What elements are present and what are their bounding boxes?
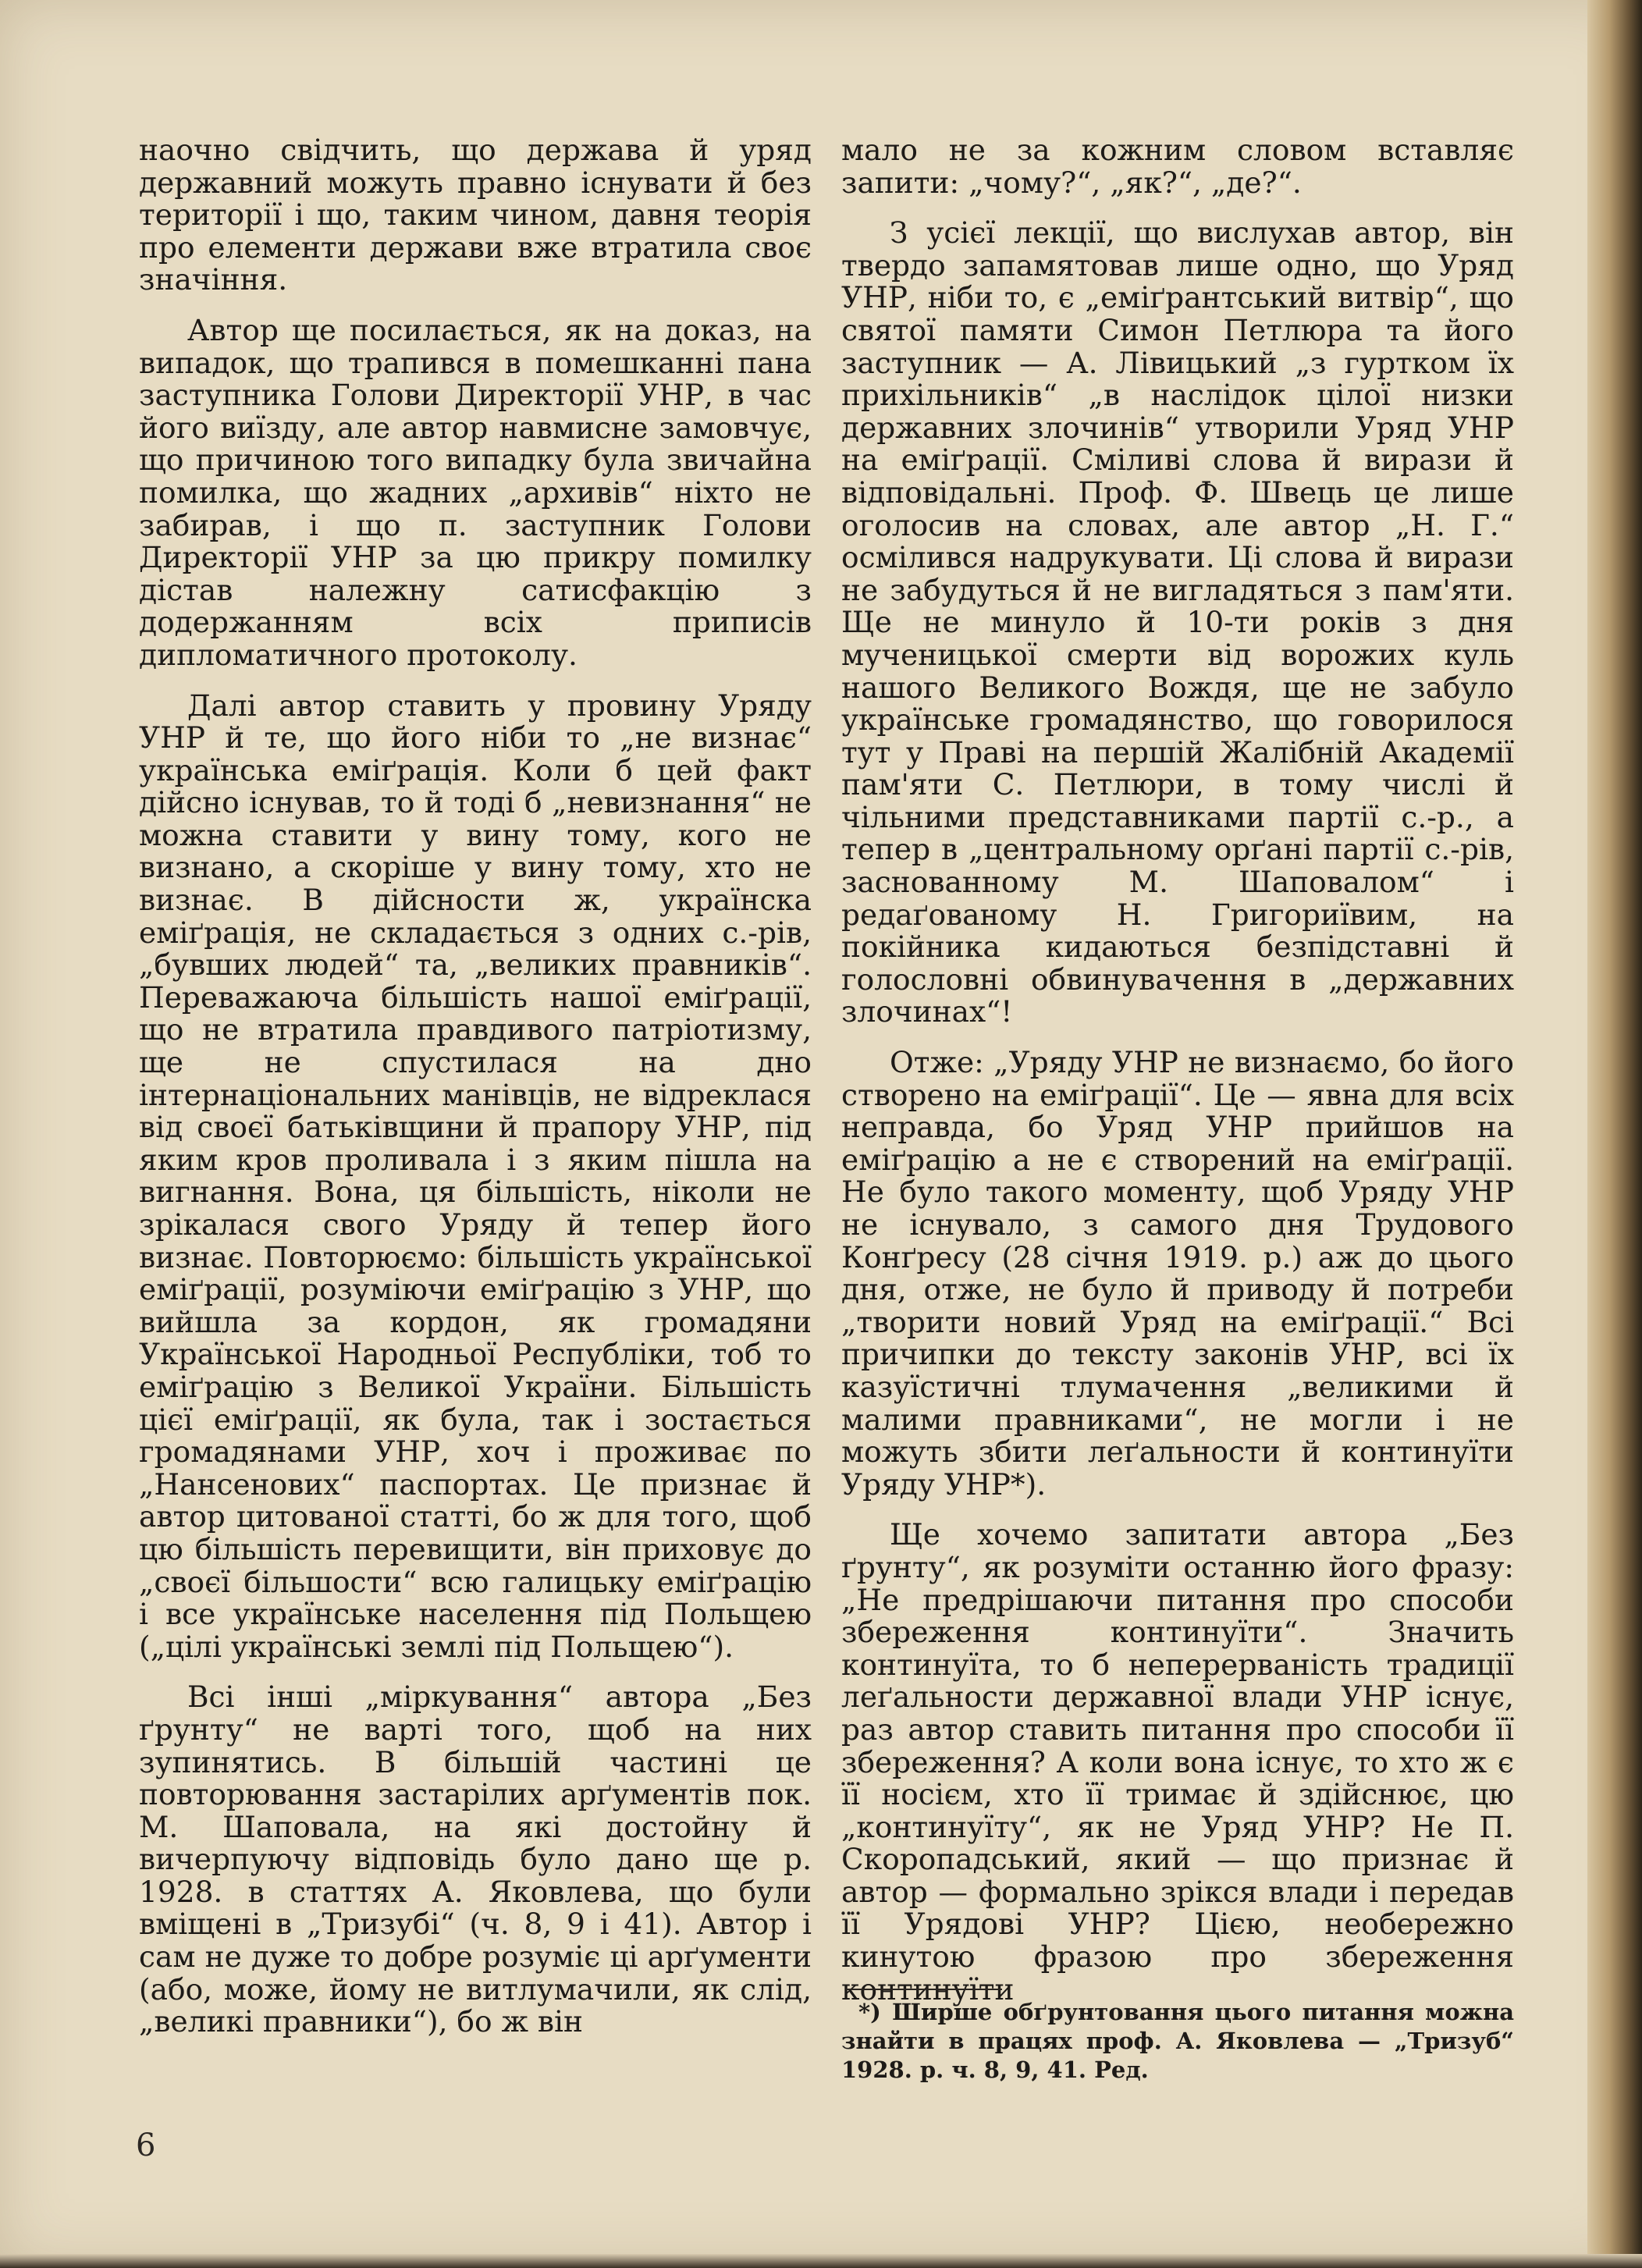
page-bottom-edge [0,2254,1642,2268]
paragraph: Ще хочемо запитати автора „Без ґрунту“, як розуміти останню його фразу: „Не предрішаючи питання про способи збереження континуїти“. Значить континуїта, то б неперерваність традиції леґальности державної влади УНР існує, раз автор ставить питання про способи її збереження? А коли вона існує, то хто ж є її носієм, хто її тримає й здійснює, цю „континуїту“, як не Уряд УНР? Не П. Скоропадський, який — що признає й автор — формально зрікся влади і передав її Урядові УНР? Цією, необережно кинутою фразою про збереження континуїти [841,1517,1514,2007]
page-number: 6 [136,2128,156,2163]
book-spine-shadow [1587,0,1642,2268]
paragraph: мало не за кожним словом вставляє запити: „чому?“, „як?“, „де?“. [841,133,1514,200]
right-text-column [841,134,1514,2006]
paragraph: Всі інші „міркування“ автора „Без ґрунту“ не варті того, щоб на них зупинятись. В більшій частині це повторювання застарілих арґументів пок. М. Шаповала, на які достойну й вичерпуючу відповідь було дано ще р. 1928. в статтях А. Яковлева, що були вміщені в „Тризубі“ (ч. 8, 9 і 41). Автор і сам не дуже то добре розуміє ці арґументи (або, може, йому не витлумачили, як слід, „великі правники“), бо ж він [139,1680,812,2039]
paragraph: наочно свідчить, що держава й уряд державний можуть правно існувати й без території і що, таким чином, давня теорія про елементи держави вже втратила своє значіння. [139,133,812,297]
paragraph: З усієї лекції, що вислухав автор, він твердо запамятовав лише одно, що Уряд УНР, ніби то, є „еміґрантський витвір“, що святої памяти Симон Петлюра та його заступник — А. Лівицький „з гуртком їх прихільників“ „в наслідок цілої низки державних злочинів“ утворили Уряд УНР на еміґрації. Сміливі слова й вирази й відповідальні. Проф. Ф. Швець це лише оголосив на словах, але автор „Н. Г.“ осмілився надрукувати. Ці слова й вирази не забудуться й не вигладяться з пам'яти. Ще не минуло й 10-ти років з дня мученицької смерти від ворожих куль нашого Великого Вождя, ще не забуло українське громадянство, що говорилося тут у Праві на першій Жалібній Академії пам'яти С. Петлюри, в тому числі й чільними представниками партії с.-р., а тепер в „центральному орґані партії с.-рів, заснованному М. Шаповалом“ і редаґованому Н. Григориївим, на покійника кидаються безпідставні й голословні обвинувачення в „державних злочинах“! [841,215,1514,1029]
paragraph: Отже: „Уряду УНР не визнаємо, бо його створено на еміґрації“. Це — явна для всіх неправда, бо Уряд УНР прийшов на еміґрацію а не є створений на еміґрації. Не було такого моменту, щоб Уряду УНР не існувало, з самого дня Трудового Конґресу (28 січня 1919. р.) аж до цього дня, отже, не було й приводу й потреби „творити новий Уряд на еміґрації.“ Всі причипки до тексту законів УНР, всі їх казуїстичні тлумачення „великими й малими правниками“, не могли і не можуть збити леґальности й континуїти Уряду УНР*). [841,1045,1514,1502]
footnote: *) Ширше обґрунтовання цього питання можна знайти в працях проф. А. Яковлева — „Тризуб“ 1928. р. ч. 8, 9, 41. Ред. [841,1999,1514,2083]
paragraph: Автор ще посилається, як на доказ, на випадок, що трапився в помешканні пана заступника Голови Директорії УНР, в час його виїзду, але автор навмисне замовчує, що причиною того випадку була звичайна помилка, що жадних „архивів“ ніхто не забирав, і що п. заступник Голови Директорії УНР за цю прикру помилку дістав належну сатисфакцію з додержанням всіх приписів дипломатичного протоколу. [139,312,812,672]
paragraph: Далі автор ставить у провину Уряду УНР й те, що його ніби то „не визнає“ українська еміґрація. Коли б цей факт дійсно існував, то й тоді б „невизнання“ не можна ставити у вину тому, кого не визнано, а скоріше у вину тому, хто не визнає. В дійсности ж, українска еміґрація, не складається з одних с.-рів, „бувших людей“ та, „великих правників“. Переважаюча більшість нашої еміґрації, що не втратила правдивого патріотизму, ще не спустилася на дно інтернаціональних манівців, не відреклася від своєї батьківщини й прапору УНР, під яким кров проливала і з яким пішла на вигнання. Вона, ця більшість, ніколи не зрікалася свого Уряду й тепер його визнає. Повторюємо: більшість української еміґрації, розуміючи еміґрацію з УНР, що вийшла за кордон, як громадяни Української Народньої Республіки, тоб то еміґрацію з Великої України. Більшість цієї еміґрації, як була, так і зостається громадянами УНР, хоч і проживає по „Нансенових“ паспортах. Це признає й автор цитованої статті, бо ж для того, щоб цю більшість перевищити, він приховує до „своєї більшости“ всю галицьку еміґрацію і все українське населення під Польщею („цілі українські землі під Польщею“). [139,688,812,1664]
left-text-column [139,134,812,2039]
footnote-divider [846,1989,1002,1990]
